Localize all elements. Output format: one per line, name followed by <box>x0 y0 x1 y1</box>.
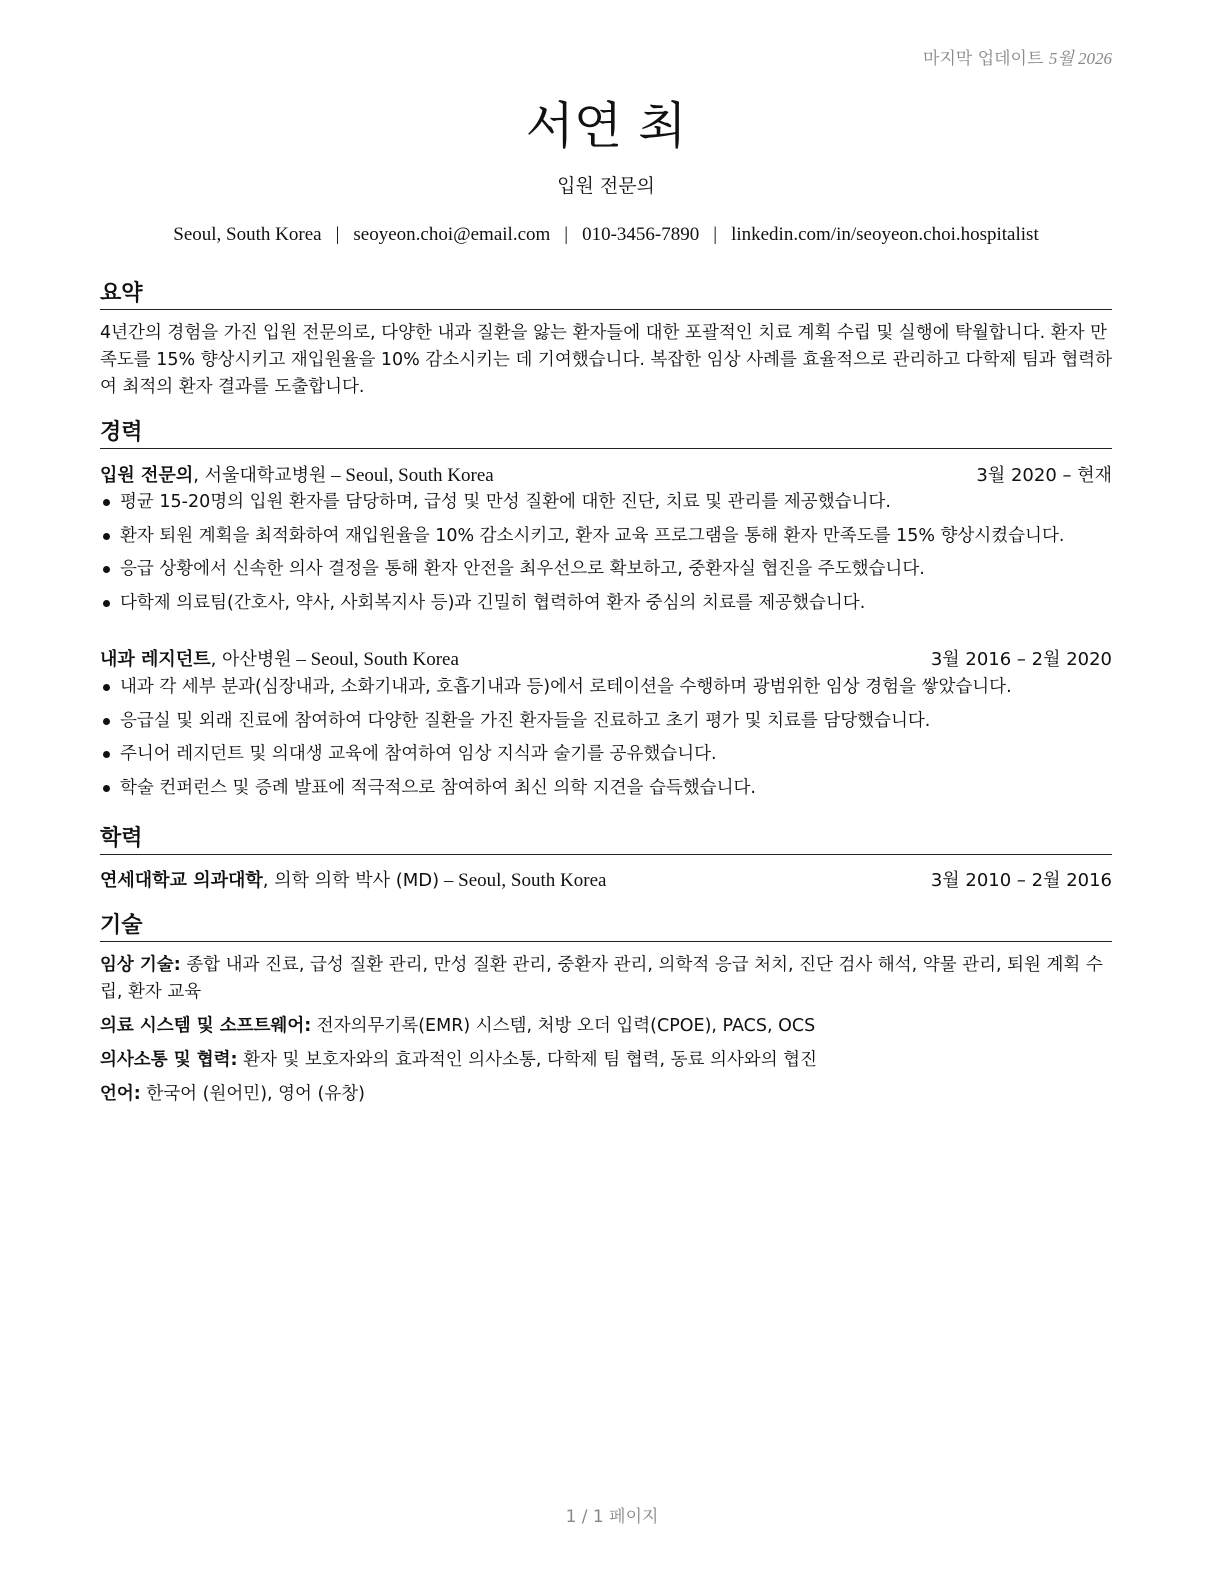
section-title-summary: 요약 <box>100 276 1112 310</box>
contact-email[interactable]: seoyeon.choi@email.com <box>353 224 551 245</box>
contact-separator: | <box>335 224 340 245</box>
list-item: 학술 컨퍼런스 및 증례 발표에 적극적으로 참여하여 최신 의학 지견을 습득했습니다. <box>100 776 1130 810</box>
school-location: – Seoul, South Korea <box>439 870 607 891</box>
job-title: 입원 전문의 <box>100 465 194 486</box>
last-updated-date: 5월 2026 <box>1048 49 1112 68</box>
contact-line <box>100 224 1112 246</box>
experience-bullets <box>100 490 1130 624</box>
list-item: 환자 퇴원 계획을 최적화하여 재입원율을 10% 감소시키고, 환자 교육 프로그램을 통해 환자 만족도를 15% 향상시켰습니다. <box>100 524 1130 558</box>
job-dates: 3월 2020 – 현재 <box>976 465 1112 486</box>
school-name: 연세대학교 의과대학 <box>100 870 263 891</box>
skill-label: 의사소통 및 협력: <box>100 1050 238 1070</box>
job-dates: 3월 2016 – 2월 2020 <box>930 649 1112 670</box>
employer: , 아산병원 <box>210 649 292 670</box>
last-updated <box>923 44 1112 69</box>
page-indicator: 1 / 1 페이지 <box>565 1507 659 1527</box>
contact-separator: | <box>564 224 569 245</box>
last-updated-label: 마지막 업데이트 <box>923 49 1044 69</box>
summary-text: 4년간의 경험을 가진 입원 전문의로, 다양한 내과 질환을 앓는 환자들에 대한 포괄적인 치료 계획 수립 및 실행에 탁월합니다. 환자 만족도를 15% 향상시키고 재입원율을 10% 감소시키는 데 기여했습니다. 복잡한 임상 사례를 효율적으로 관리하고 다학제 팀과 협력하여 최적의 환자 결과를 도출합니다. <box>100 323 1113 397</box>
list-item: 응급실 및 외래 진료에 참여하여 다양한 질환을 가진 환자들을 진료하고 초기 평가 및 치료를 담당했습니다. <box>100 709 1130 743</box>
candidate-role: 입원 전문의 <box>557 175 655 197</box>
skill-label: 임상 기술: <box>100 955 181 975</box>
experience-entry-header <box>100 645 1112 671</box>
skill-row <box>100 952 1112 1006</box>
candidate-name: 서연 최 <box>525 97 687 155</box>
job-location: – Seoul, South Korea <box>291 649 459 670</box>
skill-value: 전자의무기록(EMR) 시스템, 처방 오더 입력(CPOE), PACS, OCS <box>311 1016 816 1036</box>
education-dates: 3월 2010 – 2월 2016 <box>930 870 1112 891</box>
section-title-education: 학력 <box>100 821 1112 855</box>
section-title-skills: 기술 <box>100 908 1112 942</box>
skill-label: 의료 시스템 및 소프트웨어: <box>100 1016 312 1036</box>
skill-row <box>100 1081 1112 1108</box>
list-item: 응급 상황에서 신속한 의사 결정을 통해 환자 안전을 최우선으로 확보하고, 중환자실 협진을 주도했습니다. <box>100 557 1130 591</box>
experience-bullets <box>100 675 1130 809</box>
skill-value: 한국어 (원어민), 영어 (유창) <box>140 1084 365 1104</box>
list-item: 평균 15-20명의 입원 환자를 담당하며, 급성 및 만성 질환에 대한 진단, 치료 및 관리를 제공했습니다. <box>100 490 1130 524</box>
list-item: 내과 각 세부 분과(심장내과, 소화기내과, 호흡기내과 등)에서 로테이션을 수행하며 광범위한 임상 경험을 쌓았습니다. <box>100 675 1130 709</box>
job-title: 내과 레지던트 <box>100 649 211 670</box>
experience-entry-header <box>100 461 1112 487</box>
skill-row <box>100 1047 1112 1074</box>
contact-separator: | <box>713 224 718 245</box>
skill-row <box>100 1013 1112 1040</box>
skill-value: 환자 및 보호자와의 효과적인 의사소통, 다학제 팀 협력, 동료 의사와의 협진 <box>237 1050 817 1070</box>
skill-value: 종합 내과 진료, 급성 질환 관리, 만성 질환 관리, 중환자 관리, 의학적 응급 처치, 진단 검사 해석, 약물 관리, 퇴원 계획 수립, 환자 교육 <box>100 955 1103 1002</box>
list-item: 주니어 레지던트 및 의대생 교육에 참여하여 임상 지식과 술기를 공유했습니다. <box>100 742 1130 776</box>
education-entry-header <box>100 866 1112 892</box>
contact-linkedin[interactable]: linkedin.com/in/seoyeon.choi.hospitalist <box>731 224 1039 245</box>
list-item: 다학제 의료팀(간호사, 약사, 사회복지사 등)과 긴밀히 협력하여 환자 중심의 치료를 제공했습니다. <box>100 591 1130 625</box>
contact-location: Seoul, South Korea <box>173 224 322 245</box>
degree: , 의학 의학 박사 (MD) <box>262 870 440 891</box>
skill-label: 언어: <box>100 1084 141 1104</box>
section-title-experience: 경력 <box>100 415 1112 449</box>
contact-phone[interactable]: 010-3456-7890 <box>582 224 700 245</box>
employer: , 서울대학교병원 <box>193 465 327 486</box>
job-location: – Seoul, South Korea <box>326 465 494 486</box>
